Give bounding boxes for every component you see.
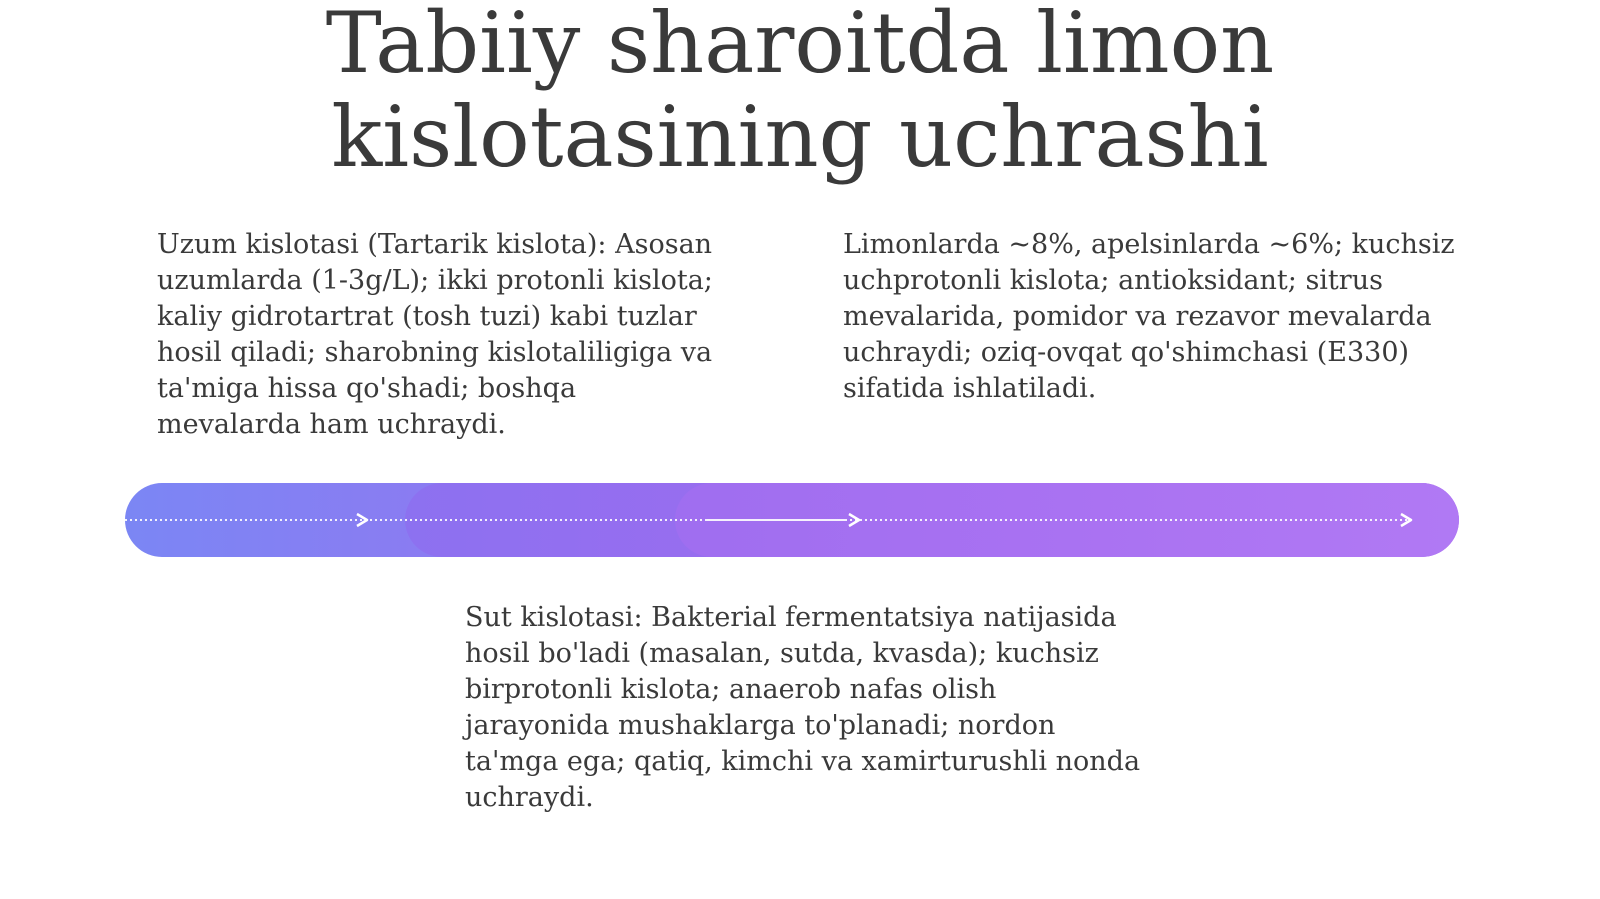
text-line: kaliy gidrotartrat (tosh tuzi) kabi tuzlar bbox=[157, 301, 697, 332]
text-line: ta'miga hissa qo'shadi; boshqa bbox=[157, 373, 577, 404]
text-line: uchprotonli kislota; antioksidant; sitrus bbox=[843, 265, 1383, 296]
title-line-2: kislotasining uchrashi bbox=[331, 88, 1269, 186]
text-line: ta'mga ega; qatiq, kimchi va xamirturushli nonda bbox=[465, 746, 1141, 777]
text-line: Uzum kislotasi (Tartarik kislota): Asosan bbox=[157, 229, 713, 260]
text-line: hosil bo'ladi (masalan, sutda, kvasda); kuchsiz bbox=[465, 638, 1099, 669]
timeline-bar bbox=[125, 483, 1459, 557]
text-line: uchraydi. bbox=[465, 782, 594, 813]
text-line: hosil qiladi; sharobning kislotaliligiga va bbox=[157, 337, 713, 368]
text-line: birprotonli kislota; anaerob nafas olish bbox=[465, 674, 997, 705]
text-line: sifatida ishlatiladi. bbox=[843, 373, 1097, 404]
text-line: jarayonida mushaklarga to'planadi; nordon bbox=[465, 710, 1056, 741]
text-block-lactic bbox=[465, 600, 1185, 816]
timeline-arrows bbox=[125, 483, 1459, 557]
text-line: mevalarda ham uchraydi. bbox=[157, 409, 506, 440]
page-title bbox=[0, 0, 1600, 184]
text-block-tartaric bbox=[157, 227, 757, 443]
text-line: uchraydi; oziq-ovqat qo'shimchasi (E330) bbox=[843, 337, 1410, 368]
text-line: Limonlarda ~8%, apelsinlarda ~6%; kuchsiz bbox=[843, 229, 1455, 260]
text-line: uzumlarda (1-3g/L); ikki protonli kislota; bbox=[157, 265, 713, 296]
title-line-1: Tabiiy sharoitda limon bbox=[325, 0, 1275, 92]
text-block-citric bbox=[843, 227, 1483, 407]
text-line: mevalarida, pomidor va rezavor mevalarda bbox=[843, 301, 1432, 332]
text-line: Sut kislotasi: Bakterial fermentatsiya natijasida bbox=[465, 602, 1117, 633]
